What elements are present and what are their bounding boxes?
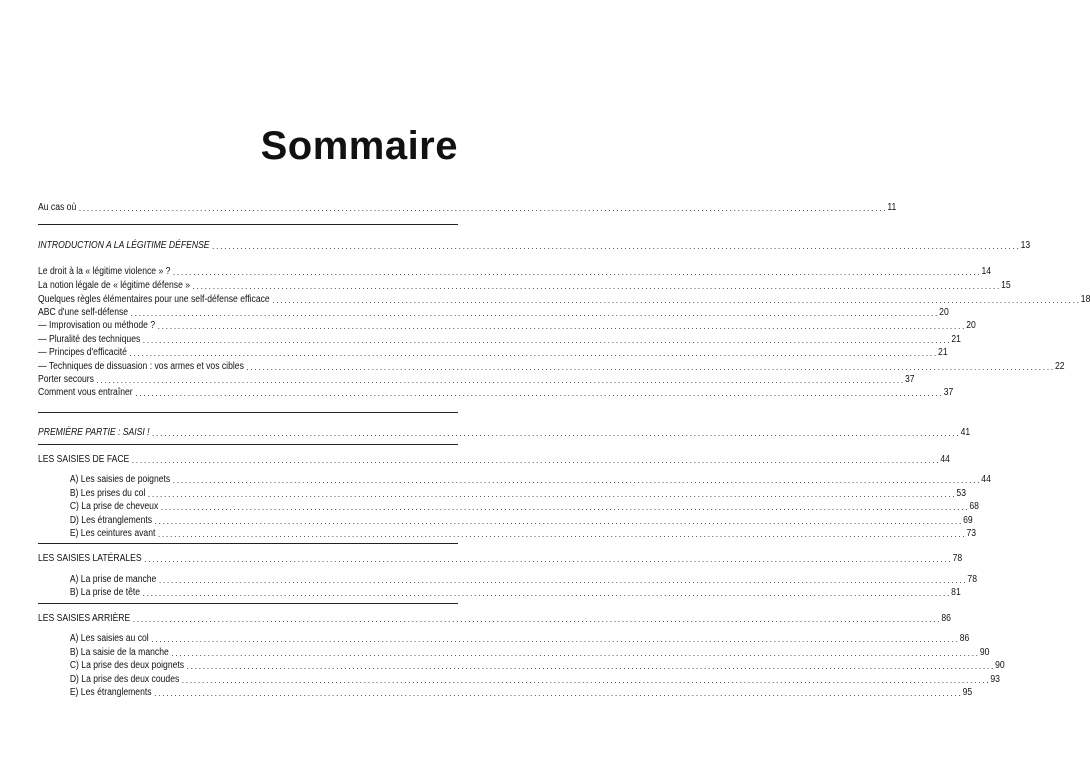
toc-entry-page: 86 — [959, 633, 970, 644]
dot-leader: ........................................................................................................................................................................................................ — [160, 502, 970, 512]
dot-leader: ........................................................................................................................................................................................................ — [132, 614, 942, 624]
dot-leader: ........................................................................................................................................................................................................ — [151, 634, 960, 644]
section-divider — [38, 543, 458, 544]
toc-entry-page: 78 — [952, 553, 963, 564]
dot-leader: ........................................................................................................................................................................................................ — [186, 661, 996, 671]
dot-leader: ........................................................................................................................................................................................................ — [212, 241, 1021, 251]
toc-entry-page: 81 — [951, 587, 961, 598]
dot-leader: ........................................................................................................................................................................................................ — [157, 529, 967, 539]
dot-leader: ........................................................................................................................................................................................................ — [173, 267, 982, 277]
dot-leader: ........................................................................................................................................................................................................ — [154, 688, 963, 698]
toc-entry-label: — Pluralité des techniques — [38, 334, 141, 345]
toc-entry-page: 13 — [1020, 240, 1031, 251]
toc-entry — [38, 687, 973, 699]
toc-entry-label: INTRODUCTION A LA LÉGITIME DÉFENSE — [38, 240, 210, 251]
dot-leader: ........................................................................................................................................................................................................ — [130, 308, 940, 318]
toc-entry — [38, 633, 970, 645]
toc-entry — [38, 202, 897, 214]
dot-leader: ........................................................................................................................................................................................................ — [152, 428, 961, 438]
toc-entry-label: A) La prise de manche — [69, 574, 157, 585]
toc-entry — [38, 515, 973, 527]
toc-entry — [38, 387, 954, 399]
toc-entry-label: — Improvisation ou méthode ? — [38, 320, 156, 331]
toc-entry-page: 11 — [887, 202, 897, 213]
toc-entry-page: 90 — [979, 647, 990, 658]
toc-entry-label: ABC d'une self-défense — [38, 307, 129, 318]
dot-leader: ........................................................................................................................................................................................................ — [158, 575, 968, 585]
toc-entry-label: LES SAISIES DE FACE — [38, 454, 130, 465]
dot-leader: ........................................................................................................................................................................................................ — [142, 335, 952, 345]
section-divider — [38, 444, 458, 445]
toc-entry — [38, 474, 991, 486]
toc-entry — [38, 374, 915, 386]
dot-leader: ........................................................................................................................................................................................................ — [192, 281, 1002, 291]
toc-entry-page: 21 — [938, 347, 948, 358]
dot-leader: ........................................................................................................................................................................................................ — [78, 203, 888, 213]
toc-entry — [38, 307, 949, 319]
toc-entry-page: 15 — [1001, 280, 1011, 291]
section-divider — [38, 224, 458, 225]
toc-entry-label: D) La prise des deux coudes — [69, 674, 180, 685]
dot-leader: ........................................................................................................................................................................................................ — [144, 554, 953, 564]
toc-entry-label: B) Les prises du col — [69, 488, 146, 499]
dot-leader: ........................................................................................................................................................................................................ — [131, 455, 941, 465]
dot-leader: ........................................................................................................................................................................................................ — [135, 388, 944, 398]
toc-entry-label: LES SAISIES LATÉRALES — [38, 553, 142, 564]
toc-entry-page: 37 — [943, 387, 954, 398]
toc-entry-page: 22 — [1054, 361, 1065, 372]
toc-entry — [38, 294, 1090, 306]
toc-entry — [38, 488, 966, 500]
toc-entry-label: C) La prise des deux poignets — [69, 660, 185, 671]
toc-entry-page: 53 — [956, 488, 966, 499]
toc-entry — [38, 320, 976, 332]
toc-list — [38, 0, 1090, 768]
toc-entry-label: E) Les ceintures avant — [69, 528, 156, 539]
toc-entry-label: A) Les saisies au col — [69, 633, 149, 644]
toc-entry-label: E) Les étranglements — [69, 687, 152, 698]
toc-entry-page: 44 — [940, 454, 950, 465]
page-title: Sommaire — [260, 124, 458, 168]
toc-entry — [38, 280, 1011, 292]
toc-entry-page: 73 — [966, 528, 977, 539]
toc-entry-page: 20 — [939, 307, 949, 318]
toc-entry-label: Comment vous entraîner — [38, 387, 133, 398]
dot-leader: ........................................................................................................................................................................................................ — [171, 648, 980, 658]
toc-entry — [38, 647, 990, 659]
toc-entry — [38, 334, 961, 346]
toc-entry-page: 14 — [981, 266, 992, 277]
toc-entry-page: 69 — [963, 515, 973, 526]
toc-entry-page: 37 — [905, 374, 915, 385]
section-divider — [38, 603, 458, 604]
dot-leader: ........................................................................................................................................................................................................ — [157, 321, 967, 331]
dot-leader: ........................................................................................................................................................................................................ — [129, 348, 939, 358]
toc-entry-label: B) La prise de tête — [69, 587, 141, 598]
toc-entry-label: — Principes d'efficacité — [38, 347, 127, 358]
toc-entry-page: 18 — [1080, 294, 1090, 305]
toc-entry-label: A) Les saisies de poignets — [69, 474, 171, 485]
toc-entry-label: C) La prise de cheveux — [69, 501, 159, 512]
dot-leader: ........................................................................................................................................................................................................ — [154, 516, 964, 526]
toc-entry — [38, 347, 948, 359]
toc-entry-label: La notion légale de « légitime défense » — [38, 280, 191, 291]
dot-leader: ........................................................................................................................................................................................................ — [272, 295, 1081, 305]
toc-entry-label: LES SAISIES ARRIÈRE — [38, 613, 131, 624]
toc-entry-label: Au cas où — [38, 202, 77, 213]
dot-leader: ........................................................................................................................................................................................................ — [142, 588, 952, 598]
toc-section-heading — [38, 240, 1031, 252]
toc-section-heading — [38, 454, 950, 466]
dot-leader: ........................................................................................................................................................................................................ — [147, 489, 957, 499]
toc-entry — [38, 501, 979, 513]
toc-entry-page: 20 — [966, 320, 976, 331]
toc-entry-page: 90 — [995, 660, 1005, 671]
toc-section-heading — [38, 553, 963, 565]
toc-section-heading — [38, 613, 951, 625]
toc-entry — [38, 674, 1000, 686]
toc-entry-page: 21 — [951, 334, 961, 345]
toc-entry-label: B) La saisie de la manche — [69, 647, 169, 658]
toc-entry-page: 86 — [941, 613, 951, 624]
section-divider — [38, 412, 458, 413]
toc-entry-page: 78 — [967, 574, 977, 585]
toc-entry — [38, 574, 977, 586]
toc-entry — [38, 528, 977, 540]
toc-entry-label: Quelques règles élémentaires pour une self-défense efficace — [38, 294, 270, 305]
toc-entry-label: PREMIÈRE PARTIE : SAISI ! — [38, 427, 150, 438]
toc-entry-page: 95 — [962, 687, 973, 698]
toc-entry-page: 93 — [990, 674, 1000, 685]
toc-entry — [38, 660, 1005, 672]
toc-entry-label: Porter secours — [38, 374, 94, 385]
dot-leader: ........................................................................................................................................................................................................ — [246, 362, 1055, 372]
dot-leader: ........................................................................................................................................................................................................ — [181, 675, 991, 685]
toc-entry-page: 44 — [981, 474, 991, 485]
toc-entry — [38, 587, 961, 599]
dot-leader: ........................................................................................................................................................................................................ — [172, 475, 982, 485]
toc-entry — [38, 266, 992, 278]
toc-entry-label: — Techniques de dissuasion : vos armes et vos cibles — [38, 361, 244, 372]
toc-entry-page: 41 — [960, 427, 971, 438]
toc-entry-label: D) Les étranglements — [69, 515, 153, 526]
toc-entry — [38, 361, 1065, 373]
toc-entry-label: Le droit à la « légitime violence » ? — [38, 266, 171, 277]
toc-section-heading — [38, 427, 971, 439]
toc-entry-page: 68 — [969, 501, 979, 512]
dot-leader: ........................................................................................................................................................................................................ — [96, 375, 906, 385]
